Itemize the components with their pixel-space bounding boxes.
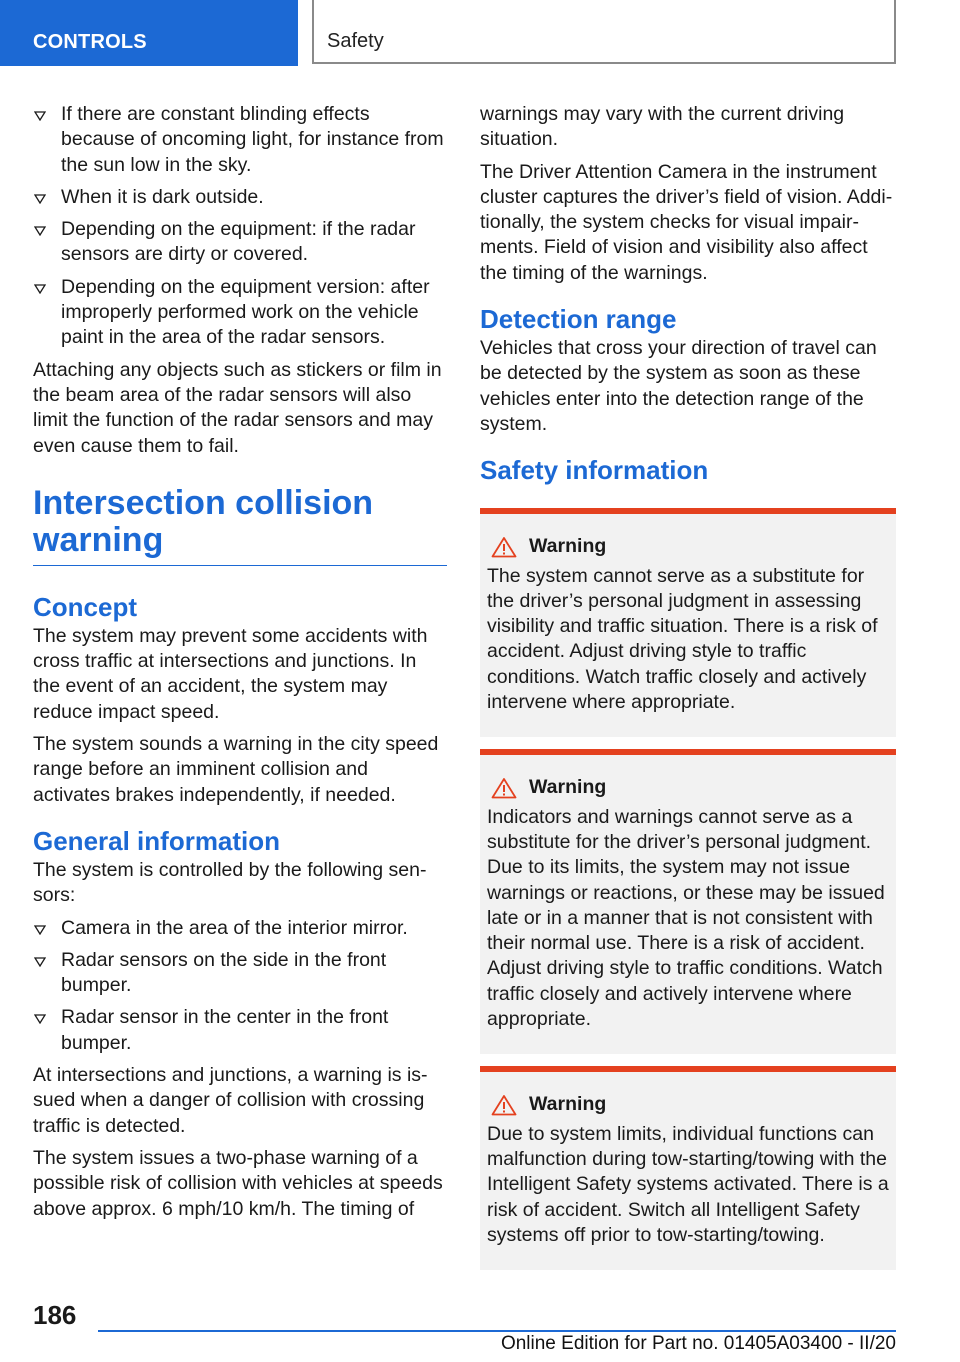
page-title: Intersection collision warning [33, 485, 447, 566]
continued-paragraph: warnings may vary with the current driving situation. [480, 103, 845, 151]
list-item [33, 217, 447, 268]
list-item [33, 948, 447, 999]
camera-paragraph: The Driver Attention Camera in the instrument cluster captures the driver’s field of vision. Additionally, the system checks for visual impairments. Field of vision and visibility also affect the timing of the warnings. [480, 160, 893, 284]
bullet-triangle-icon [34, 194, 46, 204]
warning-text: Due to system limits, individual functions can malfunction during tow-starting/towing with the Intelligent Safety systems activated. There is a risk of accident. Switch all Intelligent Safety systems off prior to tow-starting/towing. [487, 1122, 889, 1246]
list-item [33, 102, 447, 178]
concept-heading: Concept [33, 591, 137, 622]
list-item-text: Depending on the equipment: if the radar sensors are dirty or covered. [61, 218, 416, 266]
warning-triangle-icon [491, 536, 517, 558]
page-number: 186 [33, 1300, 77, 1330]
list-item-text: Radar sensors on the side in the front bumper. [61, 948, 387, 997]
attach-paragraph: Attaching any objects such as stickers or film in the beam area of the radar sensors will also limit the function of the radar sensors and may even cause them to fail. [33, 358, 442, 457]
warning-title: Warning [529, 776, 607, 799]
list-item-text: If there are constant blinding effects because of oncoming light, for instance from the sun low in the sky. [61, 103, 444, 176]
detection-paragraph: Vehicles that cross your direction of travel can be detected by the system as soon as these vehicles enter into the detection range of the system. [480, 337, 877, 435]
warning-triangle-icon [491, 777, 517, 799]
section-title: Safety [312, 0, 896, 64]
detection-heading: Detection range [480, 304, 677, 335]
general-heading: General information [33, 825, 281, 856]
general-paragraph-2: At intersections and junctions, a warning is issued when a danger of collision with crossing traffic is detected. [33, 1064, 428, 1137]
warning-title: Warning [529, 1093, 607, 1116]
bullet-triangle-icon [34, 226, 46, 236]
list-item [33, 1005, 447, 1056]
general-paragraph-3: The system issues a two-phase warning of a possible risk of collision with vehicles at speeds above approx. 6 mph/10 km/h. The timing of [33, 1146, 443, 1220]
warning-box [480, 508, 896, 737]
right-column [480, 102, 896, 1270]
bullet-triangle-icon [34, 1014, 46, 1024]
footer-edition[interactable]: Online Edition for Part no. 01405A03400 - II/20 [500, 1333, 896, 1354]
warning-text: The system cannot serve as a substitute for the driver’s personal judgment in assessing visibility and traffic situation. There is a risk of accident. Adjust driving style to traffic conditions. Watch traffic closely and actively intervene where appropriate. [487, 564, 878, 714]
left-column [33, 102, 447, 1229]
bullet-triangle-icon [34, 925, 46, 935]
list-item [33, 275, 447, 351]
concept-paragraph-2: The system sounds a warning in the city speed range before an imminent collision and activates brakes independently, if needed. [33, 733, 439, 806]
list-item-text: Camera in the area of the interior mirror. [61, 916, 408, 939]
warning-box [480, 749, 896, 1054]
warning-title-row [487, 775, 890, 800]
safety-heading: Safety information [480, 455, 709, 486]
warning-title: Warning [529, 535, 607, 558]
warning-box [480, 1066, 896, 1270]
general-paragraph-1: The system is controlled by the following sensors: [33, 858, 427, 907]
warning-text: Indicators and warnings cannot serve as a substitute for the driver’s personal judgment. Due to its limits, the system may not issue warnings or reactions, or these may be issued late or in a manner that is not consistent with their normal use. There is a risk of accident. Adjust driving style to traffic conditions. Watch traffic closely and actively intervene where appropriate. [487, 805, 885, 1031]
list-item-text: When it is dark outside. [61, 185, 264, 208]
bullet-triangle-icon [34, 284, 46, 294]
warning-triangle-icon [491, 1094, 517, 1116]
chapter-tab[interactable]: CONTROLS [0, 0, 298, 66]
list-item [33, 185, 447, 210]
list-item [33, 916, 447, 941]
warning-title-row [487, 534, 890, 559]
bullet-triangle-icon [34, 111, 46, 121]
bullet-triangle-icon [34, 957, 46, 967]
limitations-list [33, 102, 447, 351]
concept-paragraph-1: The system may prevent some accidents with cross traffic at intersections and junctions. In the event of an accident, the system may reduce impact speed. [33, 624, 428, 723]
list-item-text: Depending on the equipment version: after improperly performed work on the vehicle paint in the area of the radar sensors. [61, 275, 430, 349]
list-item-text: Radar sensor in the center in the front bumper. [61, 1006, 389, 1054]
sensors-list [33, 916, 447, 1056]
warning-title-row [487, 1092, 890, 1117]
